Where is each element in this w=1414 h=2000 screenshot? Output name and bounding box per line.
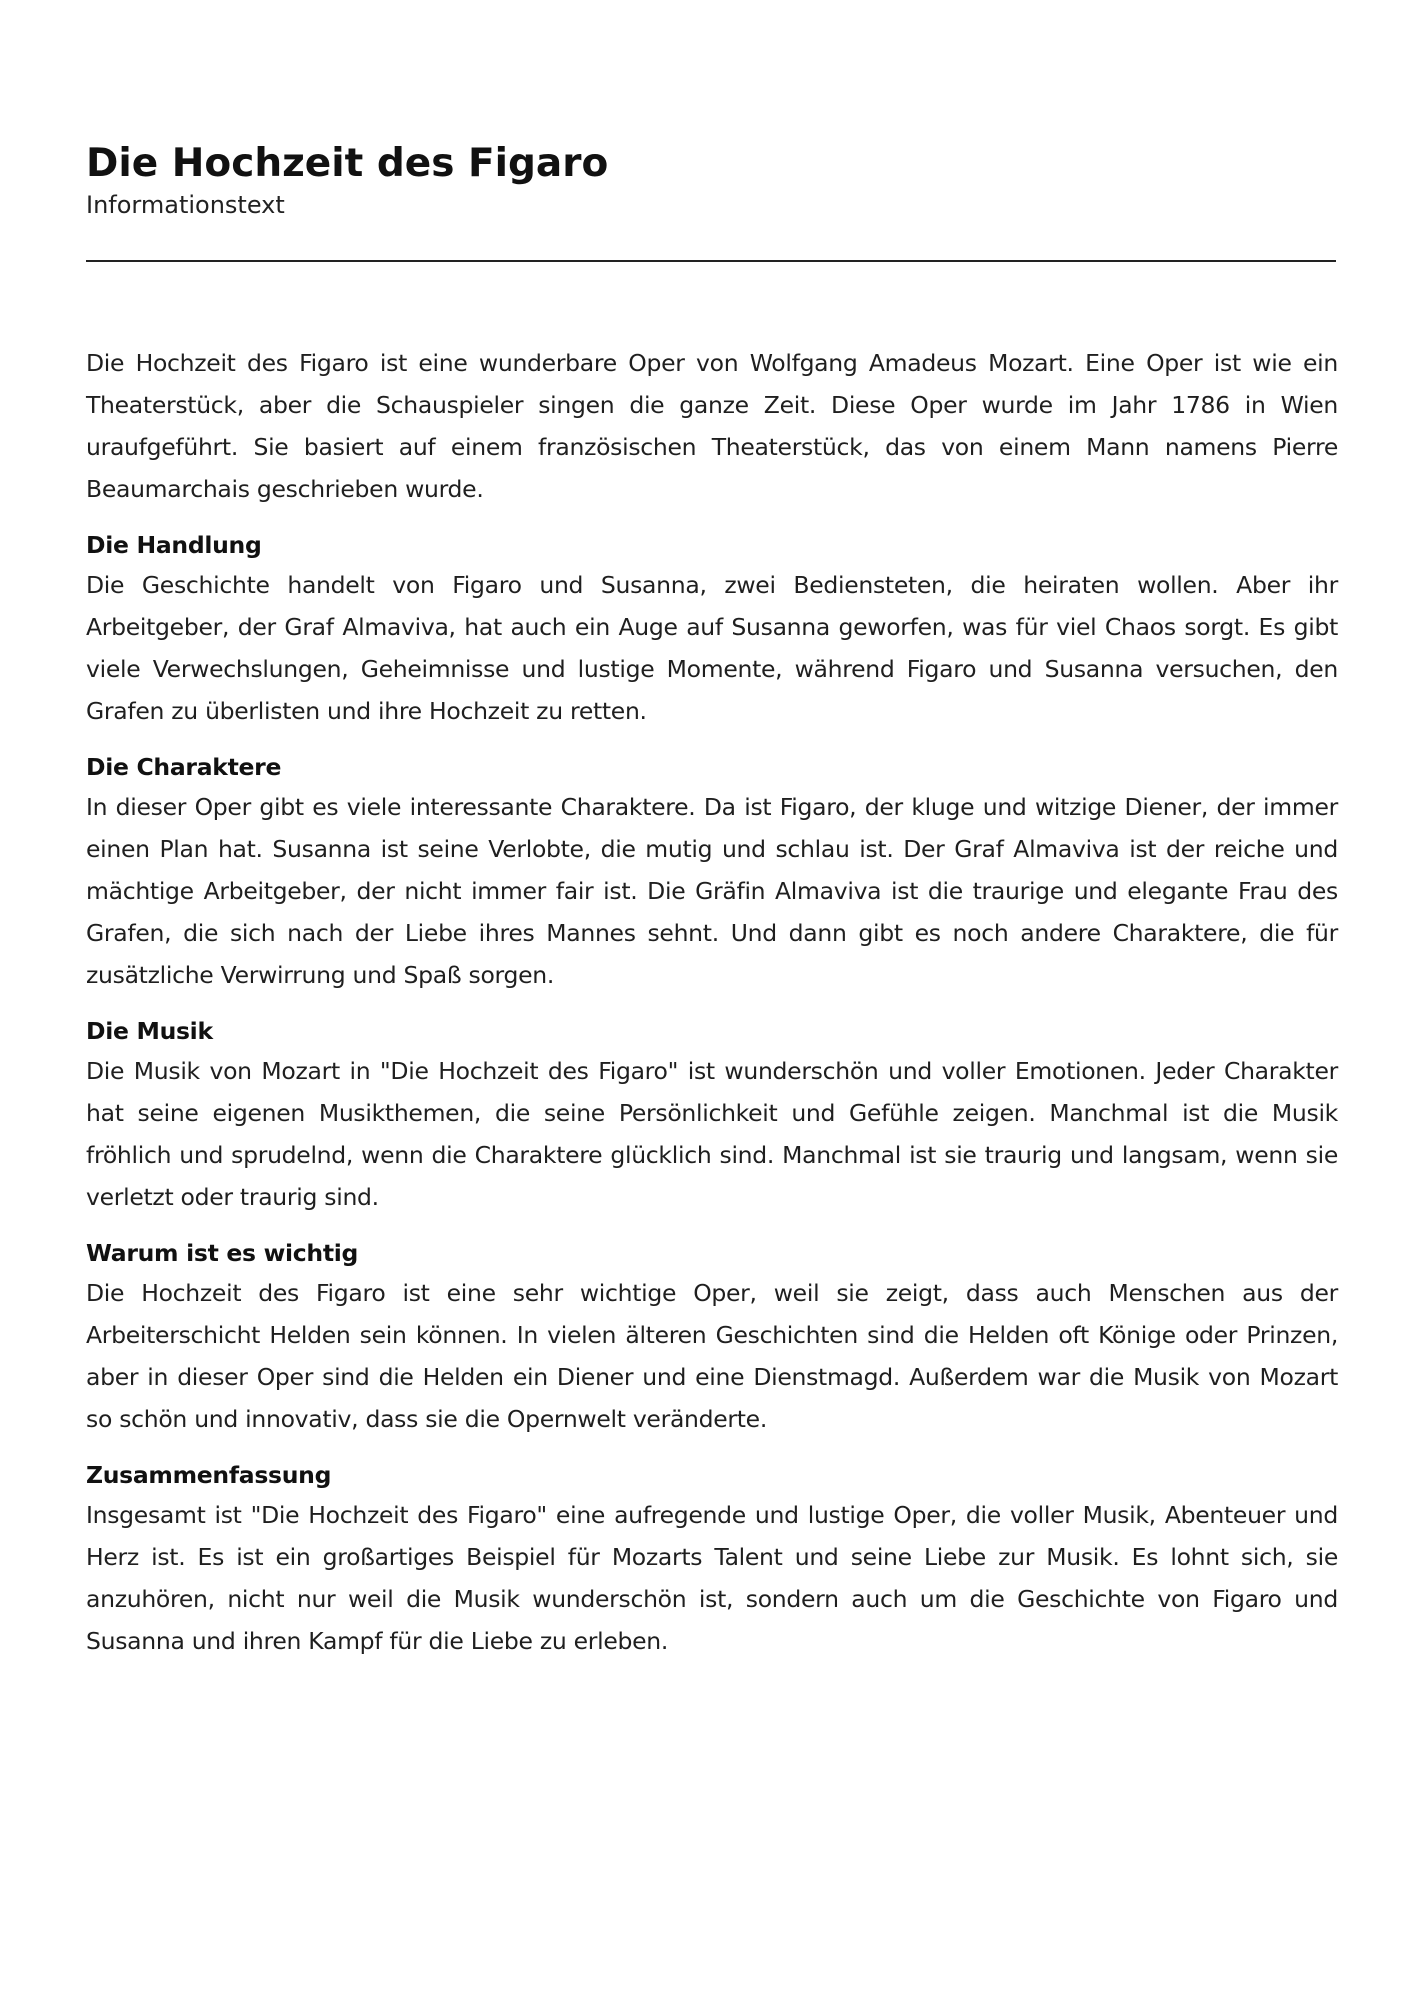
document-page — [86, 140, 1338, 1662]
page-title: Die Hochzeit des Figaro — [86, 141, 609, 186]
title-divider — [86, 260, 1336, 262]
section-paragraph: Die Musik von Mozart in "Die Hochzeit des Figaro" ist wunderschön und voller Emotionen. Jeder Charakter hat seine eigenen Musikthemen, die seine Persönlichkeit und Gefühle zeigen. Manchmal ist die Musik fröhlich und sprudelnd, wenn die Charaktere glücklich sind. Manchmal ist sie traurig und langsam, wenn sie verletzt oder traurig sind. — [86, 1057, 1338, 1211]
section-heading: Zusammenfassung — [86, 1461, 332, 1489]
section-heading: Die Handlung — [86, 531, 262, 559]
section-heading: Warum ist es wichtig — [86, 1239, 359, 1267]
section-paragraph: Insgesamt ist "Die Hochzeit des Figaro" eine aufregende und lustige Oper, die voller Musik, Abenteuer und Herz ist. Es ist ein großartiges Beispiel für Mozarts Talent und seine Liebe zur Musik. Es lohnt sich, sie anzuhören, nicht nur weil die Musik wunderschön ist, sondern auch um die Geschichte von Figaro und Susanna und ihren Kampf für die Liebe zu erleben. — [86, 1501, 1338, 1655]
intro-paragraph: Die Hochzeit des Figaro ist eine wunderbare Oper von Wolfgang Amadeus Mozart. Eine Oper ist wie ein Theaterstück, aber die Schauspieler singen die ganze Zeit. Diese Oper wurde im Jahr 1786 in Wien uraufgeführt. Sie basiert auf einem französischen Theaterstück, das von einem Mann namens Pierre Beaumarchais geschrieben wurde. — [86, 349, 1338, 503]
page-subtitle: Informationstext — [86, 191, 285, 219]
section-paragraph: Die Hochzeit des Figaro ist eine sehr wichtige Oper, weil sie zeigt, dass auch Menschen aus der Arbeiterschicht Helden sein können. In vielen älteren Geschichten sind die Helden oft Könige oder Prinzen, aber in dieser Oper sind die Helden ein Diener und eine Dienstmagd. Außerdem war die Musik von Mozart so schön und innovativ, dass sie die Opernwelt veränderte. — [86, 1279, 1338, 1433]
section-heading: Die Musik — [86, 1017, 213, 1045]
section-wichtig — [86, 1238, 1338, 1440]
section-musik — [86, 1016, 1338, 1218]
section-handlung — [86, 530, 1338, 732]
section-zusammenfassung — [86, 1460, 1338, 1662]
section-paragraph: In dieser Oper gibt es viele interessante Charaktere. Da ist Figaro, der kluge und witzige Diener, der immer einen Plan hat. Susanna ist seine Verlobte, die mutig und schlau ist. Der Graf Almaviva ist der reiche und mächtige Arbeitgeber, der nicht immer fair ist. Die Gräfin Almaviva ist die traurige und elegante Frau des Grafen, die sich nach der Liebe ihres Mannes sehnt. Und dann gibt es noch andere Charaktere, die für zusätzliche Verwirrung und Spaß sorgen. — [86, 793, 1338, 989]
section-charaktere — [86, 752, 1338, 996]
section-paragraph: Die Geschichte handelt von Figaro und Susanna, zwei Bediensteten, die heiraten wollen. Aber ihr Arbeitgeber, der Graf Almaviva, hat auch ein Auge auf Susanna geworfen, was für viel Chaos sorgt. Es gibt viele Verwechslungen, Geheimnisse und lustige Momente, während Figaro und Susanna versuchen, den Grafen zu überlisten und ihre Hochzeit zu retten. — [86, 571, 1338, 725]
section-heading: Die Charaktere — [86, 753, 282, 781]
document-body — [86, 342, 1338, 1662]
